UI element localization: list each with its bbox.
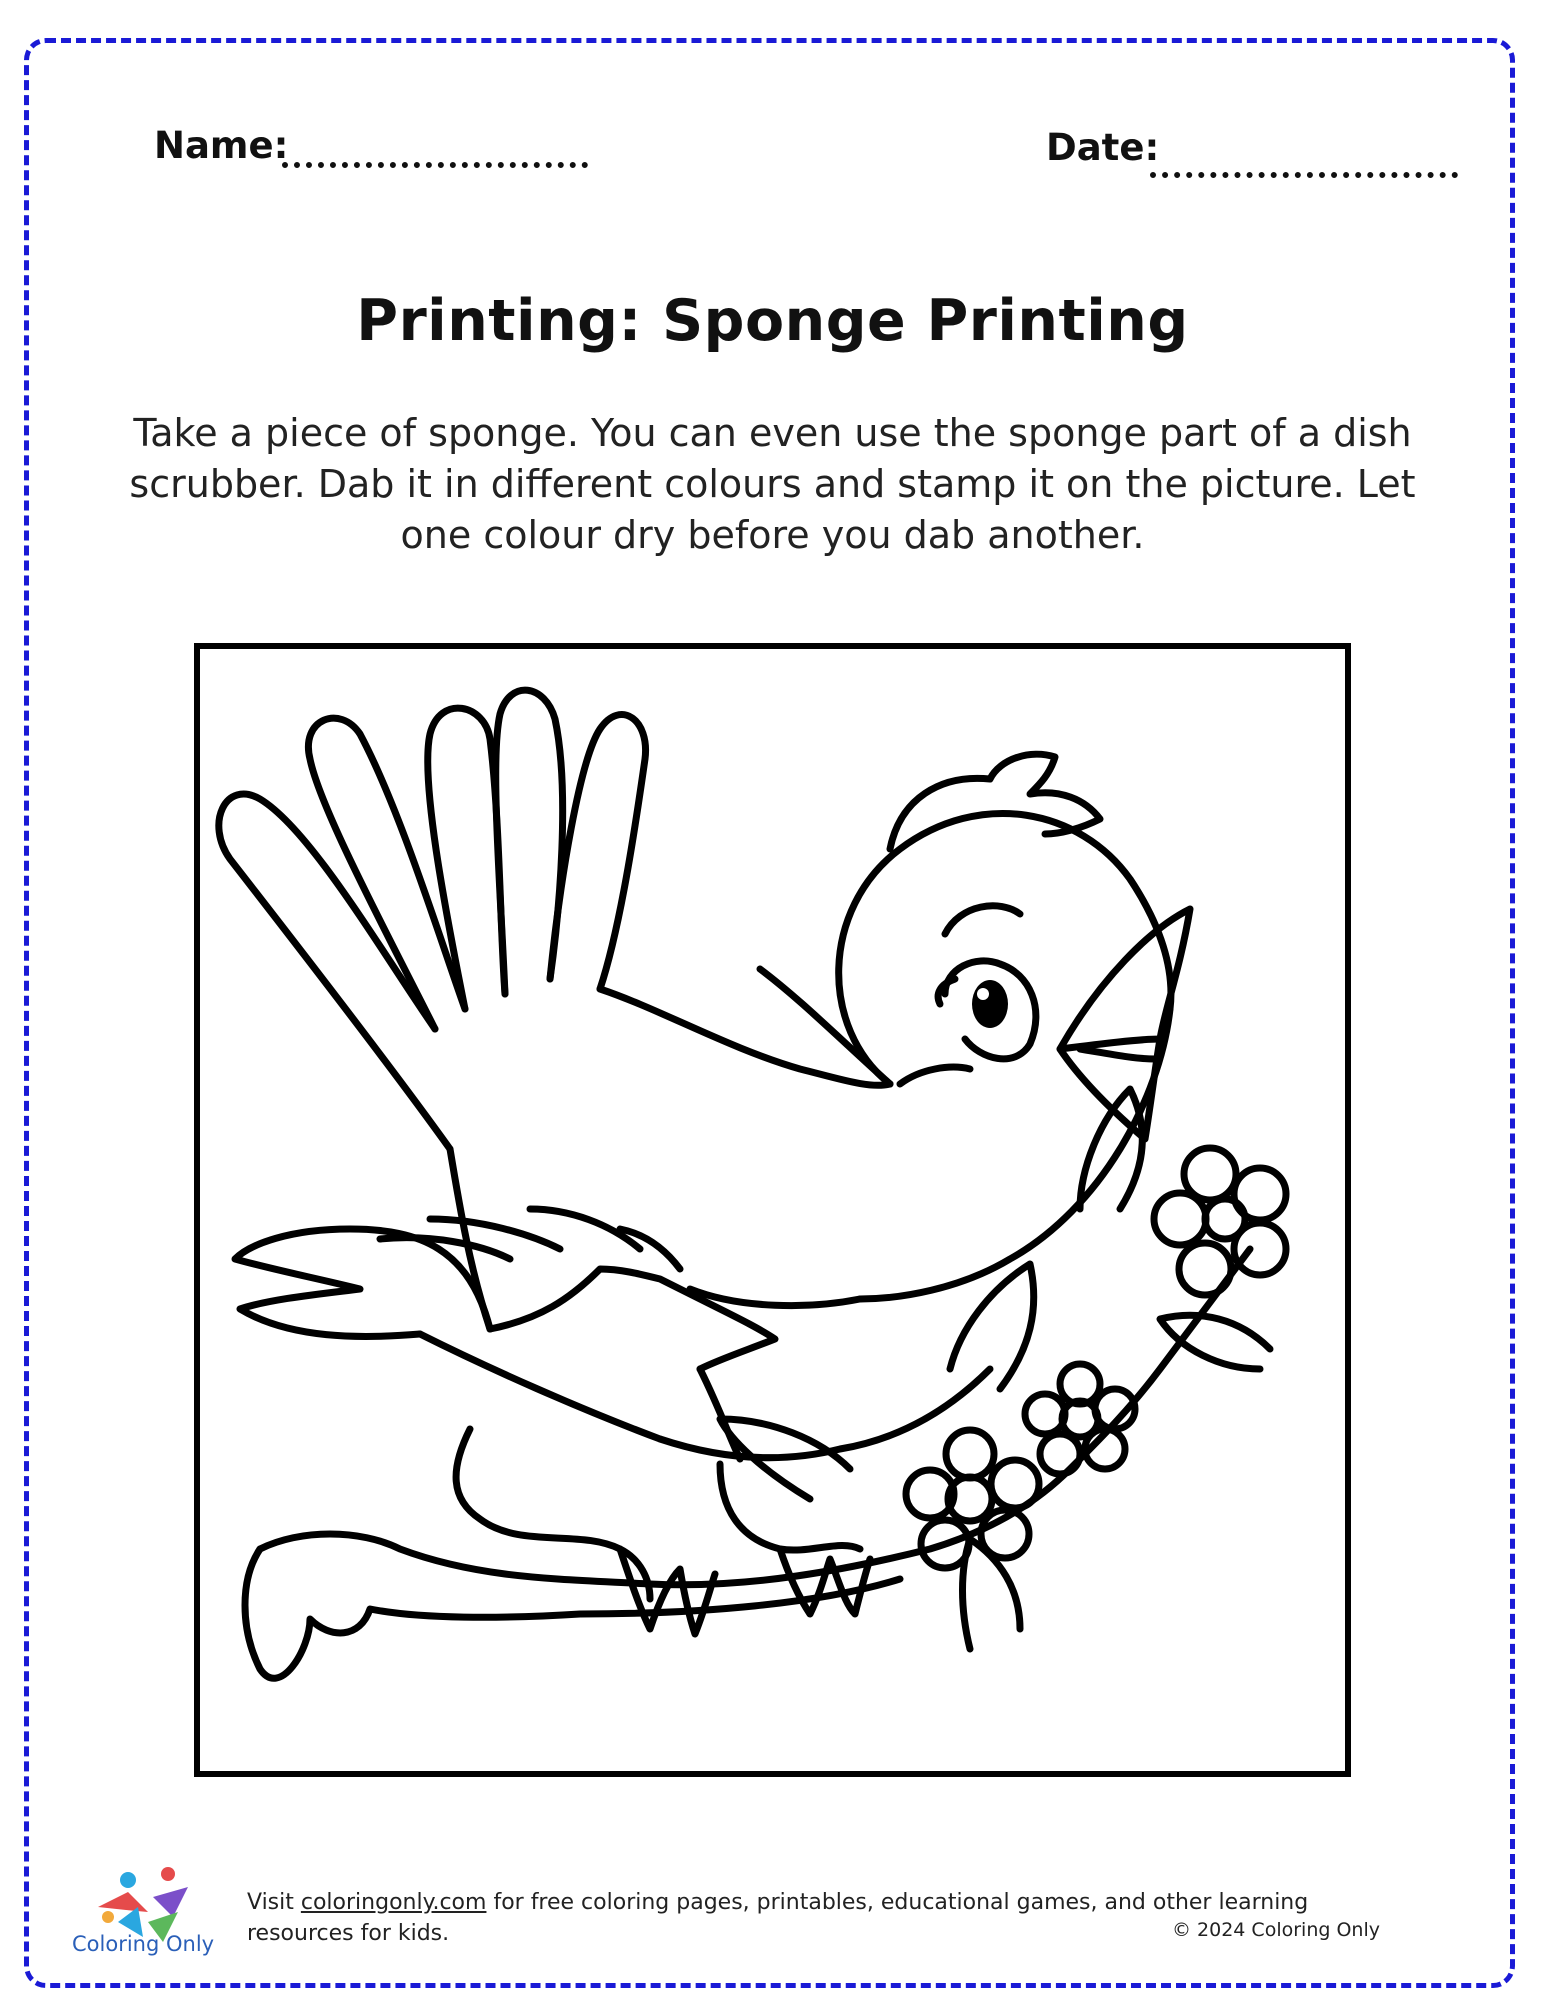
footer-visit-suffix: for free coloring pages, printables, educational games, and other learning resources for kids.	[247, 1890, 1309, 1946]
coloring-picture-frame	[194, 643, 1351, 1777]
footer-visit-prefix: Visit	[247, 1890, 301, 1915]
name-field[interactable]	[282, 162, 588, 168]
copyright-text: © 2024 Coloring Only	[1172, 1919, 1380, 1941]
date-label: Date:	[1046, 126, 1160, 169]
coloringonly-link[interactable]: coloringonly.com	[300, 1890, 487, 1915]
name-label: Name:	[154, 124, 289, 167]
page-title: Printing: Sponge Printing	[356, 288, 1189, 354]
bird-on-branch-illustration	[200, 649, 1345, 1771]
instructions-text: Take a piece of sponge. You can even use the sponge part of a dish scrubber. Dab it in different colours and stamp it on the picture. Let one colour dry before you dab another.	[129, 411, 1416, 557]
logo-text: Coloring Only	[72, 1932, 215, 1956]
date-field[interactable]	[1150, 172, 1458, 178]
